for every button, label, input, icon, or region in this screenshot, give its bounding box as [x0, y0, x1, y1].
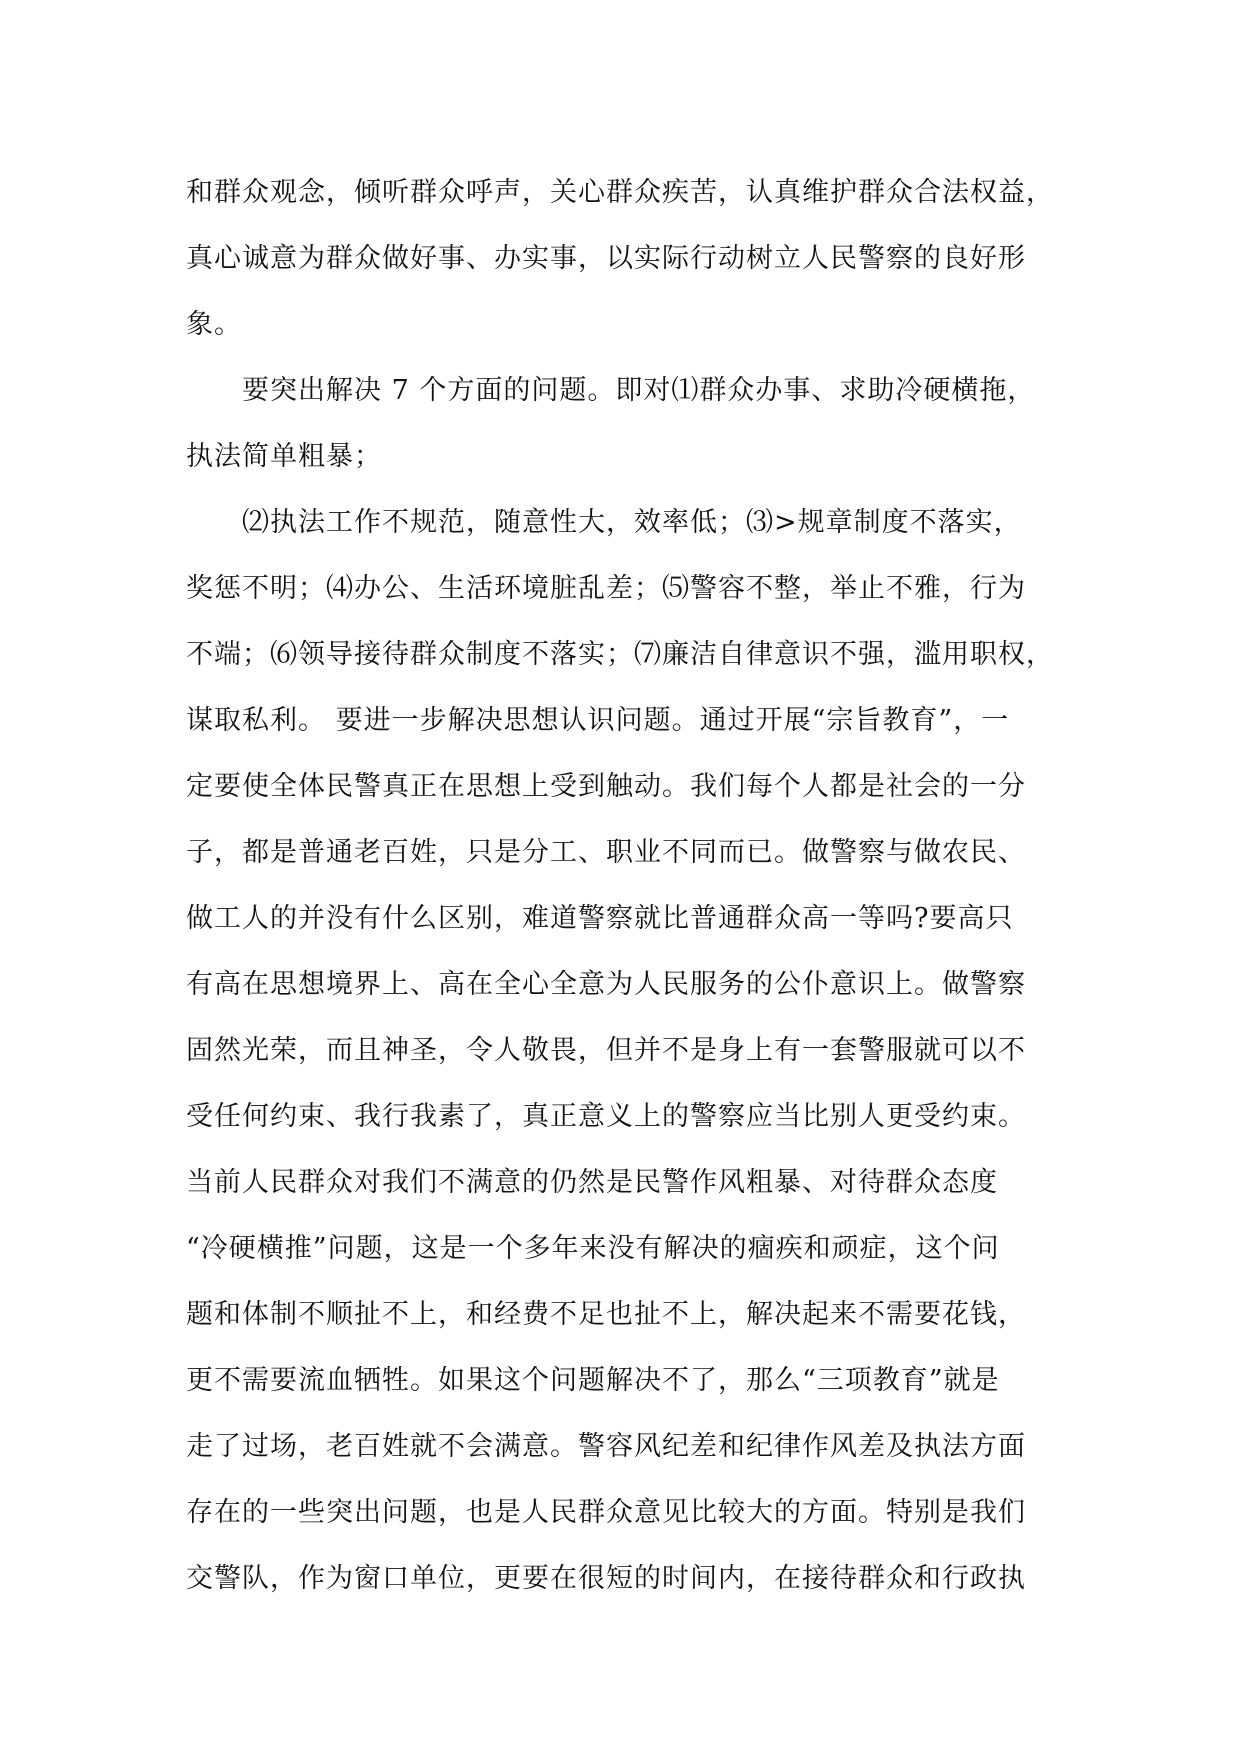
text-line: 做工人的并没有什么区别，难道警察就比普通群众高一等吗?要高只 — [186, 903, 1014, 934]
text-line: 和群众观念，倾听群众呼声，关心群众疾苦，认真维护群众合法权益， — [186, 177, 1054, 208]
document-body — [186, 160, 1056, 1612]
text-line: 不端；⑹领导接待群众制度不落实；⑺廉洁自律意识不强，滥用职权， — [186, 639, 1054, 670]
text-line: 真心诚意为群众做好事、办实事，以实际行动树立人民警察的良好形 — [186, 243, 1026, 274]
text-line: 象。 — [186, 309, 242, 340]
text-line: 要突出解决 7 个方面的问题。即对⑴群众办事、求助冷硬横拖， — [186, 375, 1036, 406]
text-line: 谋取私利。 要进一步解决思想认识问题。通过开展“宗旨教育”，一 — [186, 705, 1010, 736]
text-line: “冷硬横推”问题，这是一个多年来没有解决的痼疾和顽症，这个问 — [186, 1233, 1000, 1264]
text-line: 当前人民群众对我们不满意的仍然是民警作风粗暴、对待群众态度 — [186, 1167, 998, 1198]
text-line: 有高在思想境界上、高在全心全意为人民服务的公仆意识上。做警察 — [186, 969, 1026, 1000]
text-line: 奖惩不明；⑷办公、生活环境脏乱差；⑸警容不整，举止不雅，行为 — [186, 573, 1026, 604]
text-line: 受任何约束、我行我素了，真正意义上的警察应当比别人更受约束。 — [186, 1101, 1026, 1132]
text-line: 子，都是普通老百姓，只是分工、职业不同而已。做警察与做农民、 — [186, 837, 1026, 868]
text-line: 题和体制不顺扯不上，和经费不足也扯不上，解决起来不需要花钱， — [186, 1299, 1026, 1330]
text-line: 执法简单粗暴； — [186, 441, 382, 472]
text-line: 更不需要流血牺牲。如果这个问题解决不了，那么“三项教育”就是 — [186, 1365, 1000, 1396]
text-line: 走了过场，老百姓就不会满意。警容风纪差和纪律作风差及执法方面 — [186, 1431, 1026, 1462]
text-line: 固然光荣，而且神圣，令人敬畏，但并不是身上有一套警服就可以不 — [186, 1035, 1026, 1066]
text-line: ⑵执法工作不规范，随意性大，效率低；⑶>规章制度不落实， — [186, 507, 1022, 538]
text-line: 存在的一些突出问题，也是人民群众意见比较大的方面。特别是我们 — [186, 1497, 1026, 1528]
text-line: 定要使全体民警真正在思想上受到触动。我们每个人都是社会的一分 — [186, 771, 1026, 802]
text-line: 交警队，作为窗口单位，更要在很短的时间内，在接待群众和行政执 — [186, 1563, 1026, 1594]
